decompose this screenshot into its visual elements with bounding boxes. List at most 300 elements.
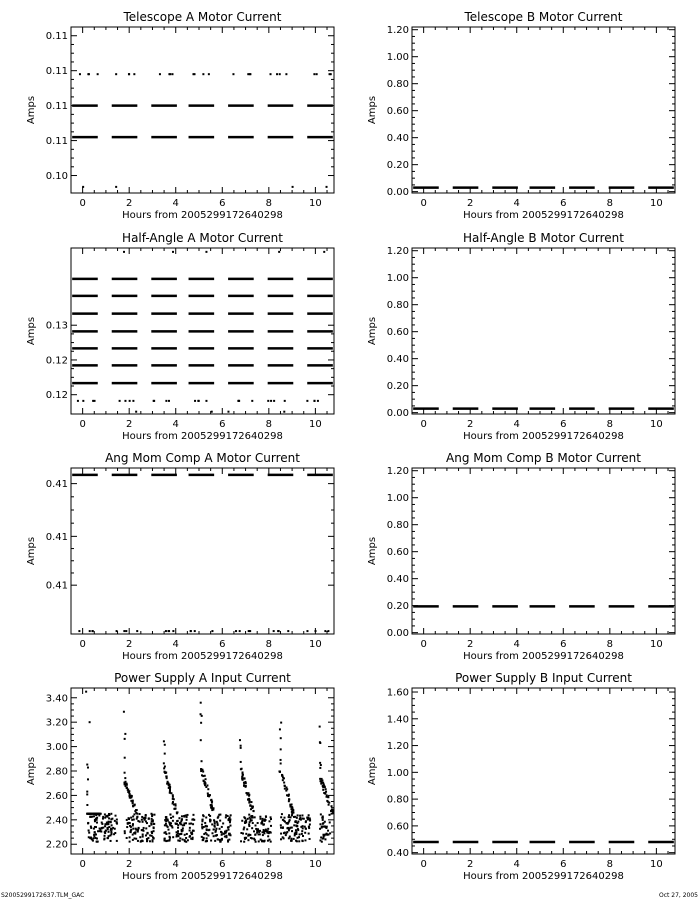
- data-point: [132, 800, 134, 802]
- data-point: [309, 820, 311, 822]
- data-point: [314, 630, 316, 632]
- data-point: [319, 767, 321, 769]
- data-point: [134, 833, 136, 835]
- data-point: [125, 630, 127, 632]
- data-point: [132, 825, 134, 827]
- data-point: [128, 790, 130, 792]
- data-point: [110, 813, 112, 815]
- x-tick-label: 6: [560, 859, 567, 870]
- data-point: [87, 73, 89, 75]
- y-tick-label: 0.60: [386, 327, 409, 339]
- data-point: [238, 400, 240, 402]
- data-point: [126, 784, 128, 786]
- data-point: [94, 831, 96, 833]
- data-point: [273, 400, 275, 402]
- data-point: [301, 833, 303, 835]
- data-point: [135, 411, 137, 413]
- data-point: [145, 814, 147, 816]
- data-point: [102, 827, 104, 829]
- data-point: [95, 826, 97, 828]
- x-tick-label: 4: [513, 859, 520, 870]
- data-point: [177, 839, 179, 841]
- data-point: [273, 630, 275, 632]
- data-point: [251, 827, 253, 829]
- panel-3: [26, 231, 334, 442]
- data-point: [280, 833, 282, 835]
- x-axis-label: Hours from 2005299172640298: [463, 651, 624, 662]
- data-point: [332, 812, 334, 814]
- data-point: [165, 831, 167, 833]
- data-point: [139, 813, 141, 815]
- x-axis-label: Hours from 2005299172640298: [122, 651, 283, 662]
- data-point: [319, 778, 321, 780]
- data-point: [201, 824, 203, 826]
- data-point: [87, 767, 89, 769]
- data-point: [227, 815, 229, 817]
- data-point: [133, 837, 135, 839]
- y-tick-label: 2.80: [45, 766, 68, 778]
- y-axis-label: Amps: [367, 316, 378, 346]
- y-axis-label: Amps: [26, 756, 37, 786]
- data-point: [123, 251, 125, 253]
- data-point: [264, 818, 266, 820]
- data-point: [280, 762, 282, 764]
- data-point: [145, 820, 147, 822]
- data-point: [96, 817, 98, 819]
- data-point: [297, 828, 299, 830]
- data-point: [179, 837, 181, 839]
- x-tick-label: 10: [650, 419, 663, 430]
- data-point: [129, 400, 131, 402]
- panel-title: Half-Angle B Motor Current: [463, 231, 624, 245]
- data-point: [217, 838, 219, 840]
- data-point: [93, 835, 95, 837]
- data-point: [257, 822, 259, 824]
- data-point: [113, 833, 115, 835]
- x-tick-label: 0: [420, 639, 427, 650]
- data-point: [225, 816, 227, 818]
- data-point: [220, 840, 222, 842]
- y-tick-label: 0.13: [45, 320, 68, 332]
- data-point: [283, 411, 285, 413]
- x-tick-label: 10: [309, 639, 322, 650]
- y-axis-label: Amps: [367, 536, 378, 566]
- data-point: [229, 825, 231, 827]
- data-point: [116, 840, 118, 842]
- data-point: [145, 827, 147, 829]
- data-point: [82, 186, 84, 188]
- data-point: [153, 826, 155, 828]
- data-point: [167, 829, 169, 831]
- data-point: [262, 824, 264, 826]
- data-point: [229, 821, 231, 823]
- data-point: [202, 775, 204, 777]
- y-tick-label: 0.41: [45, 580, 68, 592]
- data-point: [165, 823, 167, 825]
- data-point: [92, 400, 94, 402]
- data-point: [168, 400, 170, 402]
- data-point: [313, 400, 315, 402]
- data-point: [130, 817, 132, 819]
- data-point: [243, 828, 245, 830]
- data-point: [243, 782, 245, 784]
- data-point: [178, 817, 180, 819]
- data-point: [215, 831, 217, 833]
- data-point: [270, 841, 272, 843]
- plot-frame: [412, 27, 675, 193]
- data-point: [305, 820, 307, 822]
- data-point: [204, 784, 206, 786]
- data-point: [150, 813, 152, 815]
- data-point: [176, 811, 178, 813]
- data-point: [242, 774, 244, 776]
- x-tick-label: 2: [466, 419, 474, 430]
- data-point: [290, 806, 292, 808]
- data-point: [205, 400, 207, 402]
- data-point: [115, 815, 117, 817]
- data-point: [210, 819, 212, 821]
- data-point: [166, 775, 168, 777]
- data-point: [298, 840, 300, 842]
- x-tick-label: 0: [79, 639, 86, 650]
- data-point: [326, 794, 328, 796]
- data-point: [255, 841, 257, 843]
- data-point: [132, 802, 134, 804]
- data-point: [290, 816, 292, 818]
- data-point: [190, 630, 192, 632]
- data-point: [175, 823, 177, 825]
- data-point: [106, 823, 108, 825]
- data-point: [171, 73, 173, 75]
- y-tick-label: 0.41: [45, 531, 68, 543]
- data-point: [153, 837, 155, 839]
- data-point: [258, 840, 260, 842]
- data-point: [247, 798, 249, 800]
- data-point: [153, 400, 155, 402]
- data-point: [247, 839, 249, 841]
- data-point: [166, 840, 168, 842]
- data-point: [202, 839, 204, 841]
- data-point: [245, 785, 247, 787]
- data-point: [278, 630, 280, 632]
- data-point: [124, 400, 126, 402]
- data-point: [92, 840, 94, 842]
- x-tick-label: 2: [466, 198, 474, 209]
- data-point: [110, 818, 112, 820]
- data-point: [146, 839, 148, 841]
- data-point: [279, 728, 281, 730]
- data-point: [299, 818, 301, 820]
- data-point: [137, 840, 139, 842]
- data-point: [253, 838, 255, 840]
- data-point: [104, 838, 106, 840]
- data-point: [292, 186, 294, 188]
- data-point: [139, 836, 141, 838]
- y-tick-label: 0.80: [386, 79, 409, 91]
- data-point: [252, 822, 254, 824]
- y-tick-label: 0.12: [45, 355, 68, 367]
- data-point: [253, 810, 255, 812]
- data-point: [323, 251, 325, 253]
- data-point: [263, 831, 265, 833]
- data-point: [240, 747, 242, 749]
- data-point: [308, 814, 310, 816]
- data-point: [127, 788, 129, 790]
- data-point: [213, 807, 215, 809]
- data-point: [278, 251, 280, 253]
- data-point: [208, 73, 210, 75]
- data-point: [165, 630, 167, 632]
- data-point: [321, 826, 323, 828]
- data-point: [124, 772, 126, 774]
- x-tick-label: 6: [219, 639, 226, 650]
- data-point: [207, 794, 209, 796]
- data-point: [226, 830, 228, 832]
- x-tick-label: 0: [79, 419, 86, 430]
- data-point: [79, 73, 81, 75]
- y-tick-label: 0.40: [386, 848, 409, 860]
- data-point: [325, 788, 327, 790]
- data-point: [249, 834, 251, 836]
- y-tick-label: 0.11: [45, 101, 68, 113]
- data-point: [186, 814, 188, 816]
- data-point: [93, 828, 95, 830]
- data-point: [99, 828, 101, 830]
- data-point: [94, 819, 96, 821]
- data-point: [145, 834, 147, 836]
- x-tick-label: 2: [125, 198, 133, 209]
- data-point: [200, 702, 202, 704]
- data-point: [250, 801, 252, 803]
- data-point: [169, 813, 171, 815]
- x-tick-label: 6: [219, 198, 226, 209]
- data-point: [152, 819, 154, 821]
- data-point: [326, 826, 328, 828]
- data-point: [241, 776, 243, 778]
- data-point: [301, 830, 303, 832]
- panel-4: [367, 231, 675, 442]
- data-point: [116, 819, 118, 821]
- data-point: [142, 829, 144, 831]
- data-point: [135, 828, 137, 830]
- data-point: [177, 830, 179, 832]
- y-tick-label: 3.00: [45, 742, 68, 754]
- data-point: [148, 825, 150, 827]
- data-point: [309, 838, 311, 840]
- data-point: [327, 630, 329, 632]
- y-tick-label: 0.60: [386, 547, 409, 559]
- y-tick-label: 0.00: [386, 408, 409, 420]
- data-point: [165, 818, 167, 820]
- data-point: [167, 826, 169, 828]
- data-point: [82, 400, 84, 402]
- data-point: [201, 827, 203, 829]
- data-point: [124, 832, 126, 834]
- panel-title: Telescope A Motor Current: [123, 10, 282, 24]
- data-point: [326, 186, 328, 188]
- x-axis-label: Hours from 2005299172640298: [122, 210, 283, 221]
- data-point: [215, 835, 217, 837]
- data-point: [77, 400, 79, 402]
- data-point: [200, 768, 202, 770]
- y-tick-label: 0.20: [386, 601, 409, 613]
- data-point: [91, 630, 93, 632]
- x-tick-label: 4: [172, 419, 179, 430]
- data-point: [288, 798, 290, 800]
- data-point: [211, 832, 213, 834]
- data-point: [142, 836, 144, 838]
- y-tick-label: 1.20: [386, 25, 409, 37]
- data-point: [296, 840, 298, 842]
- y-tick-label: 1.60: [386, 687, 409, 699]
- data-point: [308, 833, 310, 835]
- data-point: [139, 821, 141, 823]
- data-point: [108, 814, 110, 816]
- data-point: [301, 814, 303, 816]
- data-point: [87, 822, 89, 824]
- data-point: [111, 824, 113, 826]
- data-point: [299, 815, 301, 817]
- data-point: [201, 715, 203, 717]
- x-tick-label: 8: [265, 198, 273, 209]
- data-point: [104, 813, 106, 815]
- data-point: [96, 822, 98, 824]
- data-point: [290, 838, 292, 840]
- data-point: [322, 789, 324, 791]
- data-point: [322, 838, 324, 840]
- data-point: [206, 837, 208, 839]
- data-point: [221, 826, 223, 828]
- data-point: [125, 781, 127, 783]
- data-point: [110, 821, 112, 823]
- data-point: [186, 833, 188, 835]
- y-tick-label: 0.11: [45, 136, 68, 148]
- data-point: [169, 823, 171, 825]
- data-point: [124, 777, 126, 779]
- data-point: [268, 832, 270, 834]
- data-point: [291, 827, 293, 829]
- data-point: [241, 820, 243, 822]
- data-point: [97, 830, 99, 832]
- data-point: [259, 818, 261, 820]
- data-point: [229, 816, 231, 818]
- y-axis-label: Amps: [367, 95, 378, 125]
- data-point: [295, 820, 297, 822]
- data-point: [86, 793, 88, 795]
- data-point: [181, 818, 183, 820]
- data-point: [306, 400, 308, 402]
- data-point: [245, 821, 247, 823]
- data-point: [207, 788, 209, 790]
- data-point: [89, 630, 91, 632]
- data-point: [279, 73, 281, 75]
- data-point: [270, 816, 272, 818]
- data-point: [105, 830, 107, 832]
- data-point: [108, 835, 110, 837]
- data-point: [200, 722, 202, 724]
- data-point: [270, 73, 272, 75]
- data-point: [185, 814, 187, 816]
- data-point: [239, 739, 241, 741]
- data-point: [288, 829, 290, 831]
- data-point: [289, 836, 291, 838]
- data-point: [296, 817, 298, 819]
- data-point: [285, 73, 287, 75]
- data-point: [298, 836, 300, 838]
- data-point: [282, 819, 284, 821]
- data-point: [284, 400, 286, 402]
- data-point: [101, 822, 103, 824]
- data-point: [165, 772, 167, 774]
- data-point: [102, 816, 104, 818]
- data-point: [322, 819, 324, 821]
- data-point: [305, 828, 307, 830]
- data-point: [244, 837, 246, 839]
- plot-frame: [412, 248, 675, 414]
- x-tick-label: 0: [79, 859, 86, 870]
- data-point: [184, 840, 186, 842]
- data-point: [263, 840, 265, 842]
- data-point: [328, 804, 330, 806]
- data-point: [165, 833, 167, 835]
- data-point: [243, 841, 245, 843]
- data-point: [197, 400, 199, 402]
- data-point: [262, 818, 264, 820]
- data-point: [87, 778, 89, 780]
- data-point: [261, 823, 263, 825]
- x-tick-label: 2: [125, 859, 133, 870]
- data-point: [252, 816, 254, 818]
- data-point: [240, 832, 242, 834]
- data-point: [172, 802, 174, 804]
- data-point: [320, 764, 322, 766]
- data-point: [259, 816, 261, 818]
- data-point: [322, 823, 324, 825]
- data-point: [124, 733, 126, 735]
- data-point: [124, 783, 126, 785]
- y-tick-label: 1.40: [386, 714, 409, 726]
- y-tick-label: 2.40: [45, 815, 68, 827]
- data-point: [124, 830, 126, 832]
- data-point: [242, 779, 244, 781]
- data-point: [171, 826, 173, 828]
- panel-title: Half-Angle A Motor Current: [122, 231, 283, 245]
- data-point: [251, 400, 253, 402]
- data-point: [324, 838, 326, 840]
- data-point: [110, 829, 112, 831]
- data-point: [259, 830, 261, 832]
- data-point: [249, 73, 251, 75]
- data-point: [285, 790, 287, 792]
- data-point: [282, 827, 284, 829]
- data-point: [283, 837, 285, 839]
- data-point: [175, 805, 177, 807]
- data-point: [306, 630, 308, 632]
- plot-frame: [412, 468, 675, 634]
- data-point: [317, 400, 319, 402]
- x-tick-label: 0: [420, 859, 427, 870]
- data-point: [302, 840, 304, 842]
- data-point: [129, 793, 131, 795]
- data-point: [119, 400, 121, 402]
- data-point: [163, 767, 165, 769]
- data-point: [89, 721, 91, 723]
- data-point: [177, 827, 179, 829]
- data-point: [240, 761, 242, 763]
- data-point: [150, 822, 152, 824]
- data-point: [228, 826, 230, 828]
- data-point: [132, 828, 134, 830]
